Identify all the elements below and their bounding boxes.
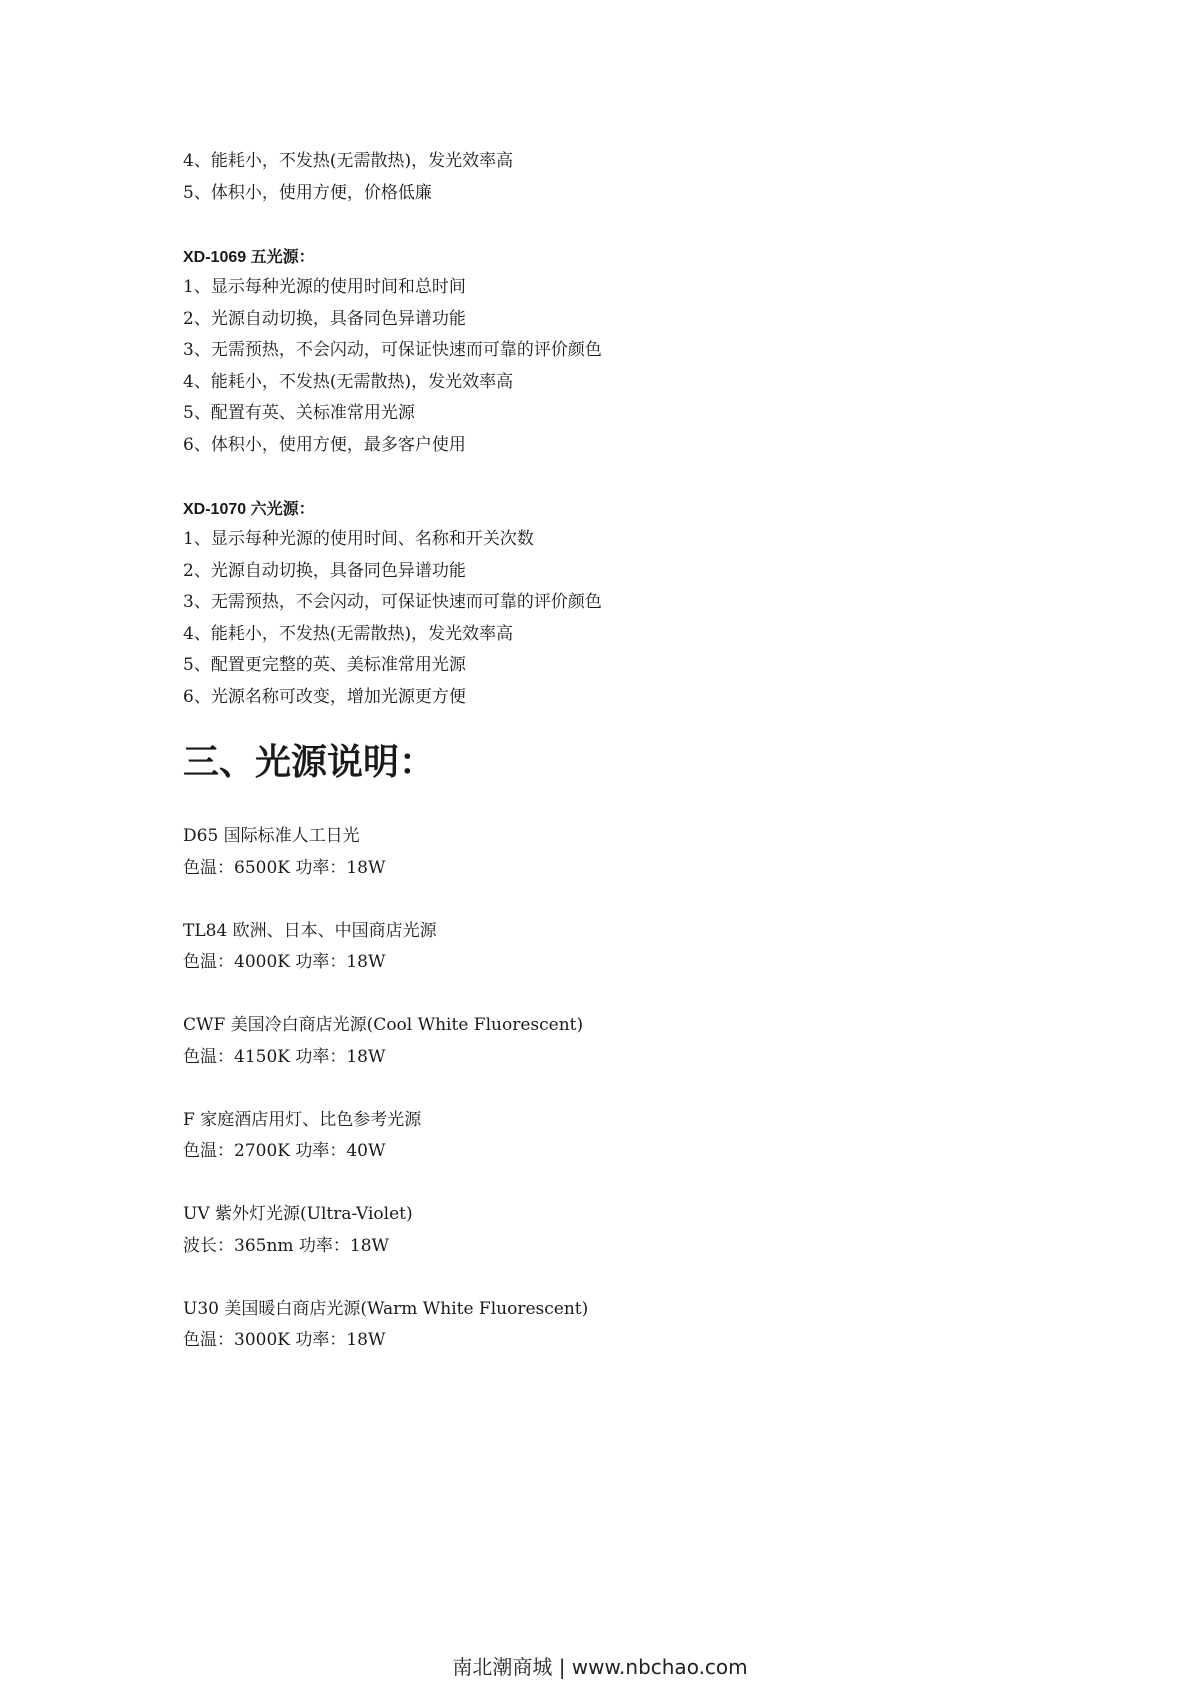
feature-item: 6、光源名称可改变，增加光源更方便	[183, 686, 466, 707]
light-source-entry	[183, 821, 1083, 884]
light-source-entry	[183, 916, 1083, 979]
spacer	[183, 209, 1083, 241]
feature-item: 1、显示每种光源的使用时间、名称和开关次数	[183, 529, 534, 549]
light-source-name: U30 美国暖白商店光源(Warm White Fluorescent)	[183, 1298, 589, 1319]
model-xd-1069-section	[183, 241, 1083, 462]
feature-item: 5、配置更完整的英、美标准常用光源	[183, 655, 466, 675]
feature-item: 2、光源自动切换，具备同色异谱功能	[183, 308, 466, 329]
light-source-name: D65 国际标准人工日光	[183, 826, 360, 846]
feature-item: 5、配置有英、关标准常用光源	[183, 403, 415, 423]
light-source-spec: 波长：365nm 功率：18W	[183, 1235, 390, 1256]
model-code: XD-1069	[183, 248, 247, 266]
light-source-spec: 色温：2700K 功率：40W	[183, 1141, 386, 1161]
model-name: 六光源：	[250, 498, 315, 518]
previous-feature-list	[183, 146, 1083, 209]
feature-item: 6、体积小，使用方便，最多客户使用	[183, 434, 466, 455]
light-source-entry	[183, 1199, 1083, 1262]
light-source-entry	[183, 1294, 1083, 1357]
light-source-list	[183, 821, 1083, 1357]
light-source-spec: 色温：4000K 功率：18W	[183, 952, 386, 972]
feature-item: 3、无需预热，不会闪动，可保证快速而可靠的评价颜色	[183, 592, 602, 612]
light-source-entry	[183, 1105, 1083, 1168]
spacer	[183, 1168, 1083, 1200]
feature-item: 3、无需预热，不会闪动，可保证快速而可靠的评价颜色	[183, 340, 602, 360]
feature-item: 4、能耗小，不发热(无需散热)，发光效率高	[183, 623, 514, 644]
feature-item: 5、体积小，使用方便，价格低廉	[183, 182, 432, 203]
light-source-name: TL84 欧洲、日本、中国商店光源	[183, 920, 437, 941]
spacer	[183, 884, 1083, 916]
model-name: 五光源：	[250, 246, 315, 266]
feature-item: 2、光源自动切换，具备同色异谱功能	[183, 560, 466, 581]
spacer	[183, 461, 1083, 493]
light-source-name: UV 紫外灯光源(Ultra-Violet)	[183, 1204, 413, 1224]
feature-item: 1、显示每种光源的使用时间和总时间	[183, 277, 466, 297]
site-footer: 南北潮商城 | www.nbchao.com	[452, 1655, 748, 1679]
spacer	[183, 979, 1083, 1011]
model-title	[183, 241, 1083, 273]
section-heading: 三、光源说明：	[183, 742, 436, 783]
light-source-name: F 家庭酒店用灯、比色参考光源	[183, 1109, 422, 1130]
feature-item: 4、能耗小，不发热(无需散热)，发光效率高	[183, 151, 514, 171]
light-source-spec: 色温：4150K 功率：18W	[183, 1046, 386, 1067]
feature-item: 4、能耗小，不发热(无需散热)，发光效率高	[183, 371, 514, 392]
light-source-spec: 色温：3000K 功率：18W	[183, 1330, 386, 1350]
spacer	[183, 1262, 1083, 1294]
model-title	[183, 493, 1083, 525]
model-code: XD-1070	[183, 500, 247, 518]
light-source-spec: 色温：6500K 功率：18W	[183, 857, 386, 878]
spacer	[183, 1073, 1083, 1105]
light-source-entry	[183, 1010, 1083, 1073]
light-source-name: CWF 美国冷白商店光源(Cool White Fluorescent)	[183, 1015, 584, 1035]
model-xd-1070-section	[183, 493, 1083, 714]
page-content	[183, 146, 1083, 1357]
